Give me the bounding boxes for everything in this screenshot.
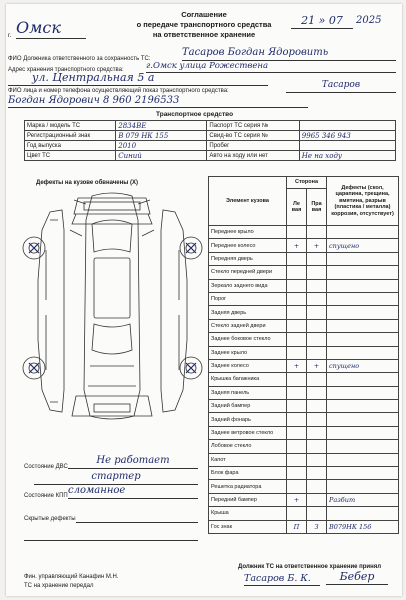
car-rear-view: [72, 396, 152, 416]
defect-left-mark: [287, 426, 307, 439]
defect-element: Крышка багажника: [209, 373, 287, 386]
storage-address-label: Адрес хранения транспортного средства:: [8, 67, 124, 73]
defect-description: [327, 413, 399, 426]
defect-description: В079НК 156: [327, 520, 399, 533]
defect-row: [209, 252, 399, 265]
defect-right-mark: [307, 400, 327, 413]
debtor-name-value: Тасаров Богдан Ядоровить: [182, 46, 396, 61]
car-right-side: [161, 210, 202, 412]
defect-row: [209, 467, 399, 480]
defect-row: [209, 306, 399, 319]
defect-element: Заднее крыло: [209, 346, 287, 359]
vehicle-field-label: Регистрационный знак: [25, 131, 116, 141]
defect-description: [327, 319, 399, 332]
defect-right-mark: +: [307, 239, 327, 252]
car-top-view: [70, 193, 154, 419]
defect-row: [209, 319, 399, 332]
defect-element: Передняя дверь: [209, 252, 287, 265]
defect-left-mark: [287, 453, 307, 466]
date-value: 21 » 07: [291, 14, 353, 29]
defect-row: [209, 413, 399, 426]
vehicle-field-label: Цвет ТС: [25, 151, 116, 161]
debtor-signature-name: Тасаров Б. К.: [244, 572, 320, 586]
defect-element: Передний бампер: [209, 493, 287, 506]
vehicle-field-value: 2010: [116, 141, 207, 151]
defect-right-mark: [307, 279, 327, 292]
defect-row: [209, 359, 399, 372]
defect-description: [327, 507, 399, 520]
debtor-signature: Бебер: [326, 570, 388, 585]
defect-element: Переднее колесо: [209, 239, 287, 252]
vehicle-title: Транспортное средство: [156, 111, 234, 118]
handover-label: ТС на хранение передал: [24, 583, 94, 589]
vehicle-field-value: [299, 121, 395, 131]
defect-left-mark: [287, 292, 307, 305]
agreement-page: [6, 4, 402, 596]
defect-right-mark: [307, 426, 327, 439]
vehicle-field-label: Пробег: [207, 141, 299, 151]
defect-right-mark: З: [307, 520, 327, 533]
hidden-defects-label: Скрытые дефекты: [24, 516, 76, 522]
city-prefix: г.: [8, 32, 12, 39]
defect-left-mark: [287, 319, 307, 332]
defect-row: [209, 453, 399, 466]
defect-description: [327, 346, 399, 359]
defect-description: [327, 440, 399, 453]
col-side: Сторона: [287, 177, 327, 189]
defect-element: Заднее боковое стекло: [209, 333, 287, 346]
vehicle-field-value: Не на ходу: [299, 151, 395, 161]
defect-row: [209, 386, 399, 399]
document-header: [104, 10, 304, 40]
defect-row: [209, 507, 399, 520]
defect-right-mark: [307, 226, 327, 239]
defect-element: Капот: [209, 453, 287, 466]
defect-right-mark: [307, 480, 327, 493]
col-left: Ле вая: [287, 189, 307, 226]
defect-row: [209, 426, 399, 439]
defects-table: [208, 176, 399, 534]
defect-description: [327, 386, 399, 399]
defect-row: [209, 292, 399, 305]
defect-element: Задний фонарь: [209, 413, 287, 426]
defect-left-mark: [287, 413, 307, 426]
defect-row: [209, 226, 399, 239]
storage-address-value: г.Омск улица Рожествена: [146, 60, 396, 73]
col-element: Элемент кузова: [209, 177, 287, 226]
engine-value: Не работает: [68, 454, 198, 469]
defect-left-mark: +: [287, 359, 307, 372]
defect-right-mark: [307, 467, 327, 480]
defect-element: Переднее крыло: [209, 226, 287, 239]
defect-description: [327, 480, 399, 493]
defect-description: [327, 467, 399, 480]
defect-element: Лобовое стекло: [209, 440, 287, 453]
defect-row: [209, 400, 399, 413]
defect-description: спущено: [327, 239, 399, 252]
debtor-name-label: ФИО Должника ответственного за сохранность ТС:: [8, 56, 151, 62]
defect-left-mark: [287, 333, 307, 346]
manager-label: Фин. управляющий Канафин М.Н.: [24, 574, 119, 580]
col-defects: Дефекты (скол, царапина, трещина, вмятина, разрыв (пластика / металла) коррозия, отсутствует): [327, 177, 399, 226]
col-right: Пра вая: [307, 189, 327, 226]
viewer-label: ФИО лица и номер телефона осуществляющий показ транспортного средства:: [8, 88, 229, 94]
defect-right-mark: +: [307, 359, 327, 372]
viewer-name-value: Тасаров: [286, 79, 396, 93]
defect-row: [209, 333, 399, 346]
defect-description: [327, 226, 399, 239]
defect-row: [209, 346, 399, 359]
defect-element: Заднее колесо: [209, 359, 287, 372]
defect-right-mark: [307, 493, 327, 506]
defect-right-mark: [307, 507, 327, 520]
defect-row: [209, 266, 399, 279]
city-value: Омск: [16, 18, 86, 39]
defect-right-mark: [307, 292, 327, 305]
storage-address-value-2: ул. Центральная 5 а: [8, 71, 268, 86]
defect-row: [209, 520, 399, 533]
hidden-defects-line-2: [24, 540, 198, 541]
defect-right-mark: [307, 346, 327, 359]
defect-left-mark: [287, 373, 307, 386]
defect-left-mark: [287, 266, 307, 279]
vehicle-field-label: Марка / модель ТС: [25, 121, 116, 131]
defect-description: [327, 453, 399, 466]
defect-description: [327, 426, 399, 439]
defect-left-mark: +: [287, 239, 307, 252]
vehicle-field-label: Год выпуска: [25, 141, 116, 151]
defect-right-mark: [307, 319, 327, 332]
defect-element: Стекло задней двери: [209, 319, 287, 332]
defect-description: Разбит: [327, 493, 399, 506]
defect-left-mark: [287, 226, 307, 239]
defect-right-mark: [307, 386, 327, 399]
defect-left-mark: [287, 386, 307, 399]
hidden-defects-line: [76, 522, 198, 523]
defect-description: [327, 373, 399, 386]
defect-row: [209, 239, 399, 252]
defect-element: Заднее ветровое стекло: [209, 426, 287, 439]
defect-element: Стекло передней двери: [209, 266, 287, 279]
defect-right-mark: [307, 373, 327, 386]
defect-left-mark: [287, 306, 307, 319]
defect-row: [209, 279, 399, 292]
defect-element: Блок фара: [209, 467, 287, 480]
defect-description: спущено: [327, 359, 399, 372]
defect-right-mark: [307, 453, 327, 466]
gearbox-label: Состояние КПП: [24, 493, 68, 499]
gearbox-value: сломанное: [68, 484, 198, 499]
defect-right-mark: [307, 413, 327, 426]
header-subtitle: о передаче транспортного средства: [136, 20, 272, 29]
vehicle-field-value: [299, 141, 395, 151]
defect-left-mark: +: [287, 493, 307, 506]
defect-left-mark: [287, 346, 307, 359]
defect-element: Порог: [209, 292, 287, 305]
defect-description: [327, 252, 399, 265]
vehicle-field-value: 2834BE: [116, 121, 207, 131]
engine-label: Состояние ДВС: [24, 464, 68, 470]
engine-value-2: стартер: [34, 470, 198, 485]
defect-description: [327, 333, 399, 346]
header-subtitle-2: на ответственное хранение: [152, 30, 256, 39]
defect-row: [209, 493, 399, 506]
date-year: 2025: [356, 15, 382, 26]
defect-right-mark: [307, 306, 327, 319]
vehicle-row: [25, 141, 396, 151]
defect-left-mark: [287, 400, 307, 413]
defect-row: [209, 480, 399, 493]
defect-row: [209, 440, 399, 453]
defect-left-mark: [287, 279, 307, 292]
defect-left-mark: П: [287, 520, 307, 533]
defect-left-mark: [287, 252, 307, 265]
header-title: Соглашение: [181, 10, 227, 19]
defect-element: Зеркало заднего вида: [209, 279, 287, 292]
viewer-phone-value: Богдан Ядорович 8 960 2196533: [8, 94, 308, 108]
defect-element: Задний бампер: [209, 400, 287, 413]
defect-left-mark: [287, 507, 307, 520]
vehicle-row: [25, 121, 396, 131]
defect-description: [327, 292, 399, 305]
vehicle-field-value: Синий: [116, 151, 207, 161]
defect-right-mark: [307, 333, 327, 346]
defect-description: [327, 279, 399, 292]
defect-description: [327, 400, 399, 413]
vehicle-field-label: Авто на ходу или нет: [207, 151, 299, 161]
vehicle-row: [25, 151, 396, 161]
defect-element: Задняя дверь: [209, 306, 287, 319]
defect-left-mark: [287, 467, 307, 480]
vehicle-field-value: 9965 346 943: [299, 131, 395, 141]
car-diagram: [20, 190, 205, 430]
defect-element: Решетка радиатора: [209, 480, 287, 493]
defect-right-mark: [307, 252, 327, 265]
defect-element: Гос знак: [209, 520, 287, 533]
defect-left-mark: [287, 480, 307, 493]
diagram-title: Дефекты на кузове обвначены (X): [36, 180, 139, 186]
vehicle-row: [25, 131, 396, 141]
car-left-side: [23, 210, 64, 412]
defect-description: [327, 306, 399, 319]
defect-right-mark: [307, 266, 327, 279]
debtor-accept-title: Должник ТС на ответственное хранение принял: [238, 564, 382, 570]
defect-element: Задняя панель: [209, 386, 287, 399]
defect-description: [327, 266, 399, 279]
vehicle-table: [24, 120, 396, 161]
defect-row: [209, 373, 399, 386]
vehicle-field-label: Свид-во ТС серия №: [207, 131, 299, 141]
defect-element: Крыша: [209, 507, 287, 520]
defect-right-mark: [307, 440, 327, 453]
defect-left-mark: [287, 440, 307, 453]
vehicle-field-value: В 079 НК 155: [116, 131, 207, 141]
vehicle-field-label: Паспорт ТС серия №: [207, 121, 299, 131]
